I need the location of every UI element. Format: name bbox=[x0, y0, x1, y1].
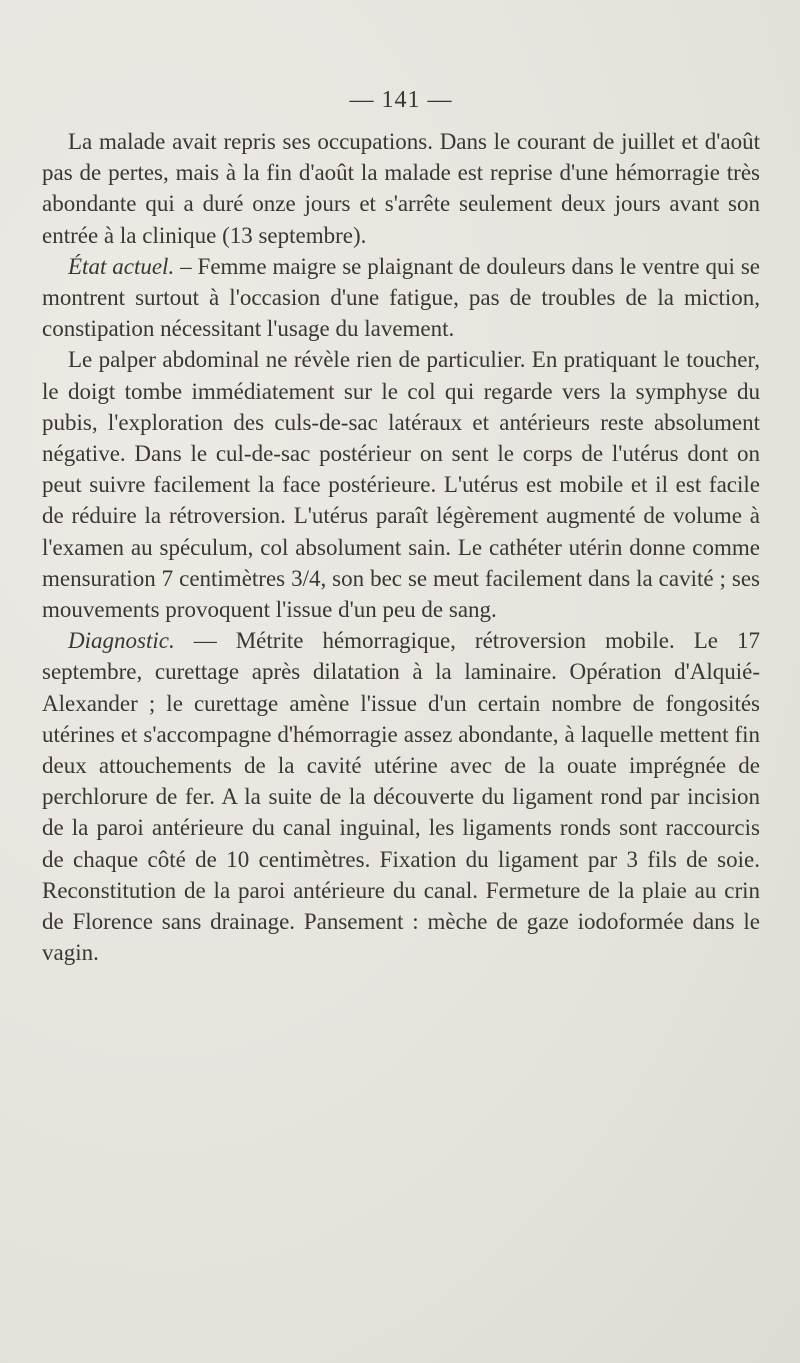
paragraph-history bbox=[42, 126, 760, 251]
paragraph-diagnosis bbox=[42, 625, 760, 968]
paragraph-text: — Métrite hémorragique, rétroversion mobile. Le 17 septembre, curettage après dilatation à la laminaire. Opération d'Alquié-Alexander ; le curettage amène l'issue d'un certain nombre de fongosités utérines et s'accompagne d'hémorragie assez abondante, à laquelle mettent fin deux attouchements de la cavité utérine avec de la ouate imprégnée de perchlorure de fer. A la suite de la découverte du ligament rond par incision de la paroi antérieure du canal inguinal, les ligaments ronds sont raccourcis de chaque côté de 10 centimètres. Fixation du ligament par 3 fils de soie. Reconstitution de la paroi antérieure du canal. Fermeture de la plaie au crin de Florence sans drainage. Pansement : mèche de gaze iodoformée dans le vagin. bbox=[42, 628, 760, 966]
paragraph-text: – Femme maigre se plaignant de douleurs dans le ventre qui se montrent surtout à l'occasion d'une fatigue, pas de troubles de la miction, constipation nécessitant l'usage du lavement. bbox=[42, 253, 760, 342]
paragraph-current-state bbox=[42, 251, 760, 345]
paragraph-lead: État actuel. bbox=[68, 253, 175, 279]
paragraph-examination bbox=[42, 344, 760, 625]
page-number: — 141 — bbox=[349, 87, 453, 113]
paragraph-text: Le palper abdominal ne révèle rien de particulier. En pratiquant le toucher, le doigt tombe immédiatement sur le col qui regarde vers la symphyse du pubis, l'exploration des culs-de-sac latéraux et antérieurs reste absolument négative. Dans le cul-de-sac postérieur on sent le corps de l'utérus dont on peut suivre facilement la face postérieure. L'utérus est mobile et il est facile de réduire la rétroversion. L'utérus paraît légèrement augmenté de volume à l'examen au spéculum, col absolument sain. Le cathéter utérin donne comme mensuration 7 centimètres 3/4, son bec se meut facilement dans la cavité ; ses mouvements provoquent l'issue d'un peu de sang. bbox=[42, 347, 760, 623]
paragraph-text: La malade avait repris ses occupations. Dans le courant de juillet et d'août pas de pertes, mais à la fin d'août la malade est reprise d'une hémorragie très abondante qui a duré onze jours et s'arrête seulement deux jours avant son entrée à la clinique (13 septembre). bbox=[42, 129, 760, 248]
paragraph-lead: Diagnostic. bbox=[68, 628, 175, 654]
